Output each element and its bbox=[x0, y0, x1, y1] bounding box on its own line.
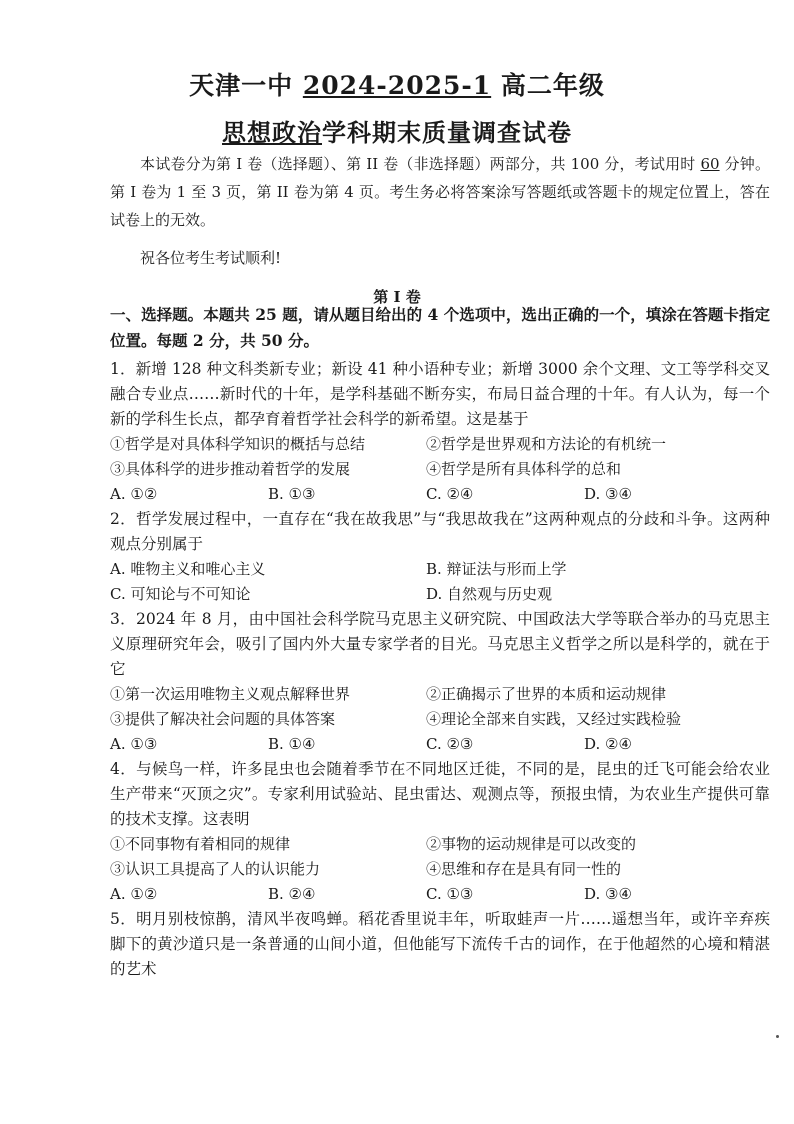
statement: ①哲学是对具体科学知识的概括与总结 bbox=[110, 435, 366, 453]
exam-instructions bbox=[110, 150, 770, 234]
statement: ②正确揭示了世界的本质和运动规律 bbox=[426, 685, 667, 703]
question-stem: 3．2024 年 8 月，由中国社会科学院马克思主义研究院、中国政法大学等联合举办的马克思主义原理研究年会，吸引了国内外大量专家学者的目光。马克思主义哲学之所以是科学的，就在于它 bbox=[110, 610, 770, 678]
option-row bbox=[110, 732, 770, 757]
option-b: B. 辩证法与形而上学 bbox=[426, 560, 567, 578]
school-name: 天津一中 bbox=[189, 71, 303, 100]
statement: ④思维和存在是具有同一性的 bbox=[426, 860, 622, 878]
intro-text-a: 本试卷分为第 I 卷（选择题）、第 II 卷（非选择题）两部分，共 100 分，考试用时 bbox=[140, 155, 701, 173]
option-c: C. ①③ bbox=[426, 885, 474, 903]
exam-subtitle bbox=[0, 113, 794, 148]
statement: ③认识工具提高了人的认识能力 bbox=[110, 860, 321, 878]
statement-row bbox=[110, 857, 770, 882]
question-5 bbox=[110, 907, 770, 982]
statement: ③提供了解决社会问题的具体答案 bbox=[110, 710, 336, 728]
scan-speck bbox=[776, 1035, 779, 1038]
option-d: D. 自然观与历史观 bbox=[426, 585, 553, 603]
question-stem: 1．新增 128 种文科类新专业；新设 41 种小语种专业；新增 3000 余个文理、文工等学科交叉融合专业点……新时代的十年，是学科基础不断夯实，布局日益合理的十年。有人认为，每一个新的学科生长点，都孕育着哲学社会科学的新希望。这是基于 bbox=[110, 360, 770, 428]
question-3 bbox=[110, 607, 770, 757]
statement-row bbox=[110, 707, 770, 732]
option-row bbox=[110, 582, 770, 607]
exam-type: 学科期末质量调查试卷 bbox=[322, 118, 572, 147]
question-1 bbox=[110, 357, 770, 507]
option-b: B. ①④ bbox=[268, 735, 316, 753]
option-b: B. ①③ bbox=[268, 485, 316, 503]
option-d: D. ③④ bbox=[584, 885, 632, 903]
option-d: D. ③④ bbox=[584, 485, 632, 503]
option-row bbox=[110, 482, 770, 507]
option-c: C. ②③ bbox=[426, 735, 474, 753]
grade-label: 高二年级 bbox=[491, 71, 605, 100]
subject-name: 思想政治 bbox=[222, 118, 322, 147]
option-b: B. ②④ bbox=[268, 885, 316, 903]
exam-title bbox=[0, 66, 794, 102]
section-title: 第 I 卷 bbox=[373, 288, 421, 306]
statement-row bbox=[110, 682, 770, 707]
option-row bbox=[110, 882, 770, 907]
question-2 bbox=[110, 507, 770, 607]
question-stem: 2．哲学发展过程中，一直存在“我在故我思”与“我思故我在”这两种观点的分歧和斗争。这两种观点分别属于 bbox=[110, 510, 770, 553]
exam-duration: 60 bbox=[700, 155, 720, 173]
option-a: A. ①② bbox=[110, 885, 158, 903]
section-instruction: 一、选择题。本题共 25 题，请从题目给出的 4 个选项中，选出正确的一个，填涂在答题卡指定位置。每题 2 分，共 50 分。 bbox=[110, 305, 770, 350]
option-a: A. ①② bbox=[110, 485, 158, 503]
statement: ④理论全部来自实践，又经过实践检验 bbox=[426, 710, 682, 728]
question-stem: 4．与候鸟一样，许多昆虫也会随着季节在不同地区迁徙，不同的是，昆虫的迁飞可能会给农业生产带来“灭顶之灾”。专家利用试验站、昆虫雷达、观测点等，预报虫情，为农业生产提供可靠的技术支撑。这表明 bbox=[110, 760, 770, 828]
school-year: 2024-2025-1 bbox=[302, 71, 492, 100]
option-a: A. 唯物主义和唯心主义 bbox=[110, 560, 266, 578]
question-stem: 5．明月别枝惊鹊，清风半夜鸣蝉。稻花香里说丰年，听取蛙声一片……遥想当年，或许辛弃疾脚下的黄沙道只是一条普通的山间小道，但他能写下流传千古的词作，在于他超然的心境和精湛的艺术 bbox=[110, 910, 770, 978]
statement-row bbox=[110, 457, 770, 482]
statement: ④哲学是所有具体科学的总和 bbox=[426, 460, 622, 478]
option-c: C. 可知论与不可知论 bbox=[110, 585, 251, 603]
statement: ③具体科学的进步推动着哲学的发展 bbox=[110, 460, 351, 478]
option-a: A. ①③ bbox=[110, 735, 158, 753]
option-row bbox=[110, 557, 770, 582]
option-c: C. ②④ bbox=[426, 485, 474, 503]
good-luck-note: 祝各位考生考试顺利! bbox=[140, 249, 282, 267]
option-d: D. ②④ bbox=[584, 735, 632, 753]
statement: ①不同事物有着相同的规律 bbox=[110, 835, 291, 853]
statement: ②哲学是世界观和方法论的有机统一 bbox=[426, 435, 667, 453]
intro-text-b: 分钟。第 I 卷为 1 至 3 页，第 II 卷为第 4 页。考生务必将答案涂写答题纸或答题卡的规定位置上，答在试卷上的无效。 bbox=[110, 155, 770, 229]
statement: ①第一次运用唯物主义观点解释世界 bbox=[110, 685, 351, 703]
statement: ②事物的运动规律是可以改变的 bbox=[426, 835, 637, 853]
question-4 bbox=[110, 757, 770, 907]
question-list bbox=[110, 357, 770, 982]
statement-row bbox=[110, 432, 770, 457]
statement-row bbox=[110, 832, 770, 857]
